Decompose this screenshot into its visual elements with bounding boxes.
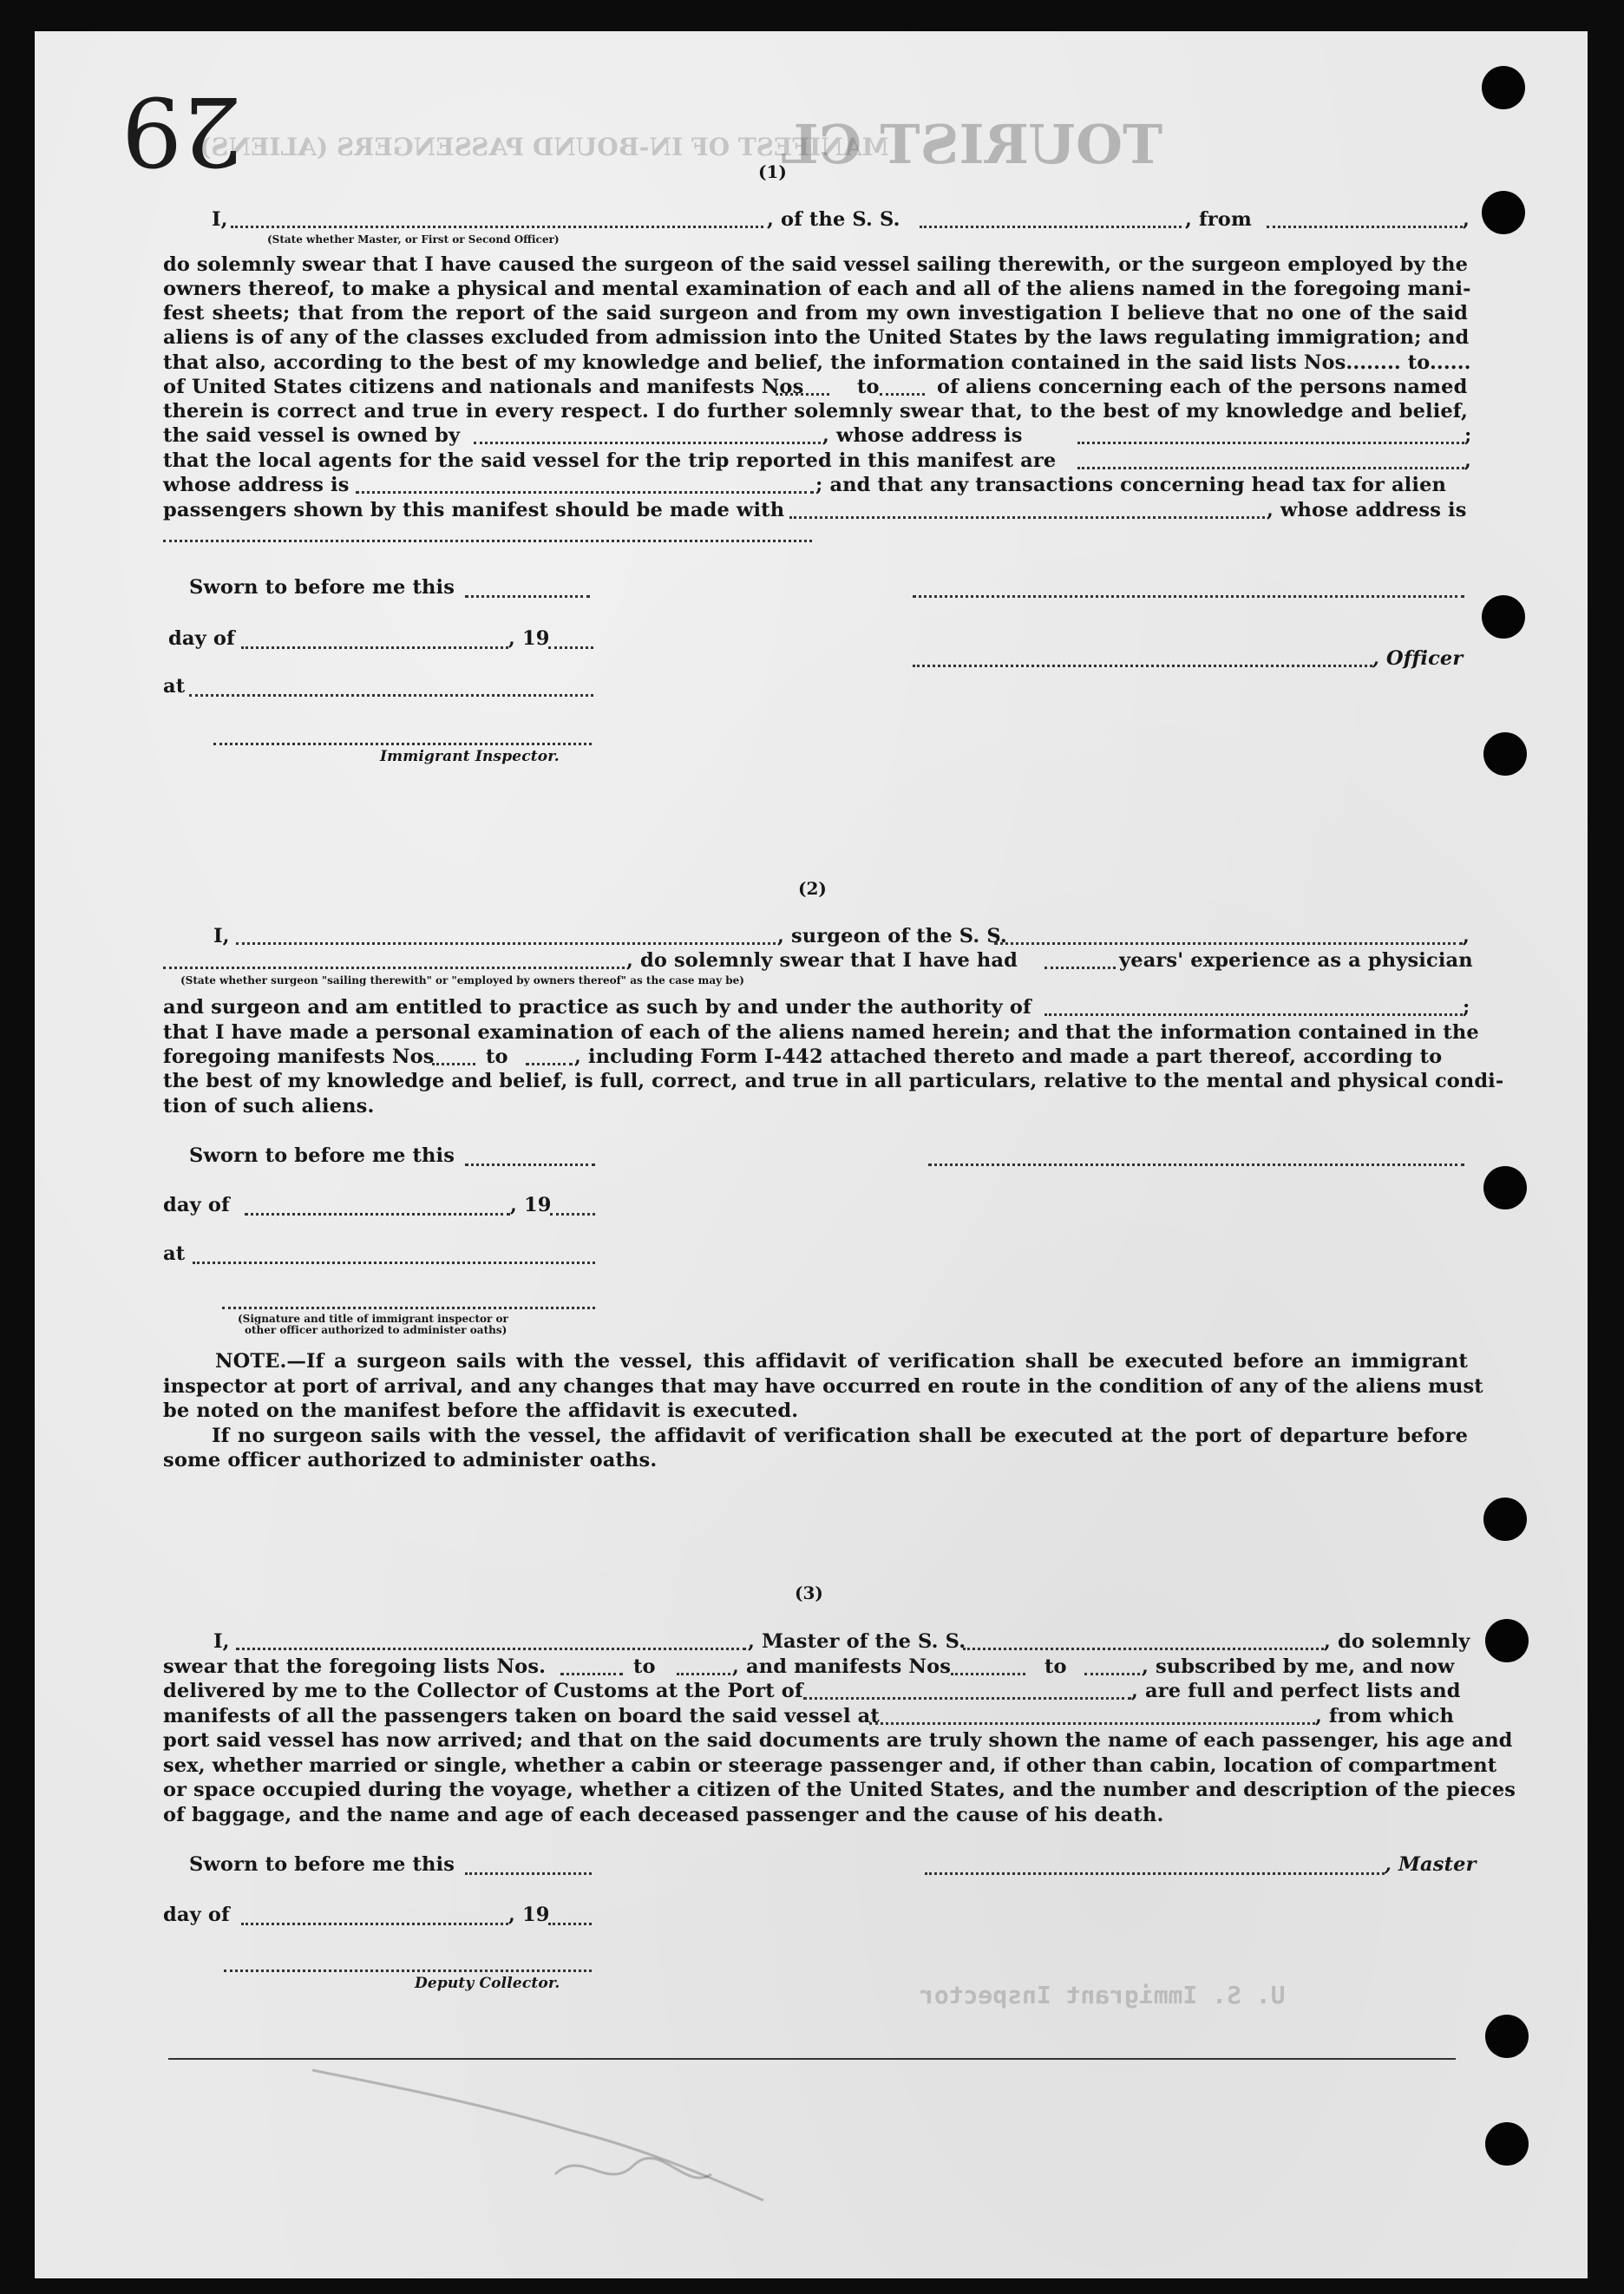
blank-line (163, 540, 812, 542)
signature-line (213, 743, 592, 745)
blank-line (465, 1872, 592, 1875)
blank-line (920, 226, 1182, 228)
text: , whose address is (822, 424, 1023, 447)
text: ; (1464, 424, 1472, 447)
note-line: NOTE.—If a surgeon sails with the vessel, this affidavit of verification shall be executed before an immigrant (215, 1350, 1468, 1373)
caption: (State whether Master, or First or Second Officer) (267, 233, 560, 246)
text-line: therein is correct and true in every respect. I do further solemnly swear that, to the best of my knowledge and belief, (163, 400, 1468, 423)
blank-line (193, 1262, 595, 1264)
text: , from (1185, 208, 1252, 231)
text: , are full and perfect lists and (1131, 1680, 1461, 1702)
text-line: tion of such aliens. (163, 1095, 375, 1118)
text: , whose address is (1267, 499, 1467, 521)
section-number: (3) (795, 1583, 823, 1603)
handwritten-page-number: 29 (121, 75, 243, 187)
sworn-label: Sworn to before me this (189, 576, 455, 599)
text-line: owners thereof, to make a physical and mental examination of each and all of the aliens named in the foregoing mani- (163, 278, 1471, 300)
blank-line (803, 1697, 1131, 1700)
signature-line (222, 1307, 595, 1309)
text: , Master of the S. S. (748, 1630, 966, 1653)
day-label: day of (163, 1194, 230, 1216)
bleed-through-header: TOURIST CL (781, 113, 1163, 176)
at-label: at (163, 1242, 186, 1265)
punch-hole (1482, 66, 1525, 109)
text: , do solemnly swear that I have had (626, 949, 1018, 972)
punch-hole (1482, 595, 1525, 639)
bleed-through-manifest-title: MANIFEST OF IN-BOUND PASSENGERS (ALIENS) (200, 133, 889, 161)
caption: (State whether surgeon "sailing therewith" or "employed by owners thereof" as the case may be) (180, 974, 744, 986)
blank-line (236, 1648, 746, 1650)
blank-line (776, 393, 829, 396)
blank-line (241, 646, 508, 649)
text: I, (213, 1630, 230, 1653)
text: and surgeon and am entitled to practice as such by and under the authority of (163, 996, 1031, 1019)
blank-line (548, 1923, 592, 1925)
note-line: If no surgeon sails with the vessel, the affidavit of verification shall be executed at the port of departure before (212, 1425, 1468, 1447)
blank-line (163, 967, 625, 969)
caption: other officer authorized to administer oaths) (245, 1324, 508, 1336)
blank-line (245, 1213, 510, 1216)
text: delivered by me to the Collector of Customs at the Port of (163, 1680, 803, 1702)
text: , and manifests Nos (732, 1655, 952, 1678)
blank-line (465, 1163, 595, 1166)
blank-line (869, 1722, 1315, 1725)
text: , of the S. S. (767, 208, 900, 231)
officer-label: , Officer (1372, 647, 1464, 670)
text: that the local agents for the said vessel for the trip reported in this manifest are (163, 449, 1057, 472)
text: manifests of all the passengers taken on board the said vessel at (163, 1705, 880, 1727)
blank-line (231, 226, 763, 228)
blank-line (994, 942, 1463, 945)
handwritten-scrawl (295, 2053, 781, 2226)
punch-hole (1482, 191, 1525, 234)
sworn-label: Sworn to before me this (189, 1853, 455, 1876)
blank-line (526, 1063, 573, 1065)
day-label: day of (163, 1904, 230, 1926)
master-label: , Master (1385, 1853, 1477, 1876)
blank-line (963, 1648, 1324, 1650)
day-label: day of (168, 627, 235, 650)
blank-line (880, 393, 925, 396)
text: , do solemnly (1324, 1630, 1470, 1653)
text: ; (1463, 996, 1470, 1019)
blank-line (677, 1673, 730, 1675)
text: years' experience as a physician (1119, 949, 1473, 972)
blank-line (1044, 967, 1116, 969)
text: to (857, 376, 880, 398)
text: the said vessel is owned by (163, 424, 461, 447)
blank-line (356, 491, 814, 494)
signature-line (913, 665, 1372, 667)
text: , (1463, 925, 1470, 947)
year-label: , 19 (510, 1194, 552, 1216)
punch-hole (1483, 732, 1527, 776)
text: swear that the foregoing lists Nos. (163, 1655, 547, 1678)
note-line: inspector at port of arrival, and any changes that may have occurred en route in the condition of any of the aliens must (163, 1375, 1483, 1398)
text: , subscribed by me, and now (1142, 1655, 1455, 1678)
text: , from which (1315, 1705, 1454, 1727)
signature-line (925, 1872, 1385, 1875)
text-line: that I have made a personal examination of each of the aliens named herein; and that the information contained in the (163, 1021, 1479, 1044)
blank-line (474, 442, 821, 444)
caption: (Signature and title of immigrant inspector or (238, 1313, 508, 1325)
document-sheet (35, 31, 1588, 2278)
note-line: be noted on the manifest before the affidavit is executed. (163, 1399, 799, 1422)
blank-line (432, 1063, 475, 1065)
blank-line (548, 646, 593, 649)
sworn-label: Sworn to before me this (189, 1144, 455, 1167)
note-line: some officer authorized to administer oaths. (163, 1449, 658, 1471)
text: of United States citizens and nationals and manifests Nos (163, 376, 804, 398)
text-line: aliens is of any of the classes excluded from admission into the United States by the laws regulating immigration; and (163, 326, 1470, 349)
text: to (1044, 1655, 1067, 1678)
bleed-through-inspector: U. S. Immigrant Inspector (920, 1981, 1286, 2009)
year-label: , 19 (508, 1904, 550, 1926)
text: I, (212, 208, 228, 231)
blank-line (236, 942, 776, 945)
text: , (1464, 449, 1471, 472)
year-label: , 19 (508, 627, 550, 650)
deputy-caption: Deputy Collector. (415, 1975, 560, 1992)
text-line: do solemnly swear that I have caused the surgeon of the said vessel sailing therewith, or the surgeon employed by the (163, 253, 1468, 276)
text: ; and that any transactions concerning head tax for alien (815, 474, 1447, 496)
text: foregoing manifests Nos (163, 1045, 435, 1068)
text-line: port said vessel has now arrived; and that on the said documents are truly shown the name of each passenger, his age and (163, 1729, 1513, 1752)
text: , (1463, 208, 1470, 231)
punch-hole (1485, 2015, 1529, 2058)
text: I, (213, 925, 230, 947)
text: of aliens concerning each of the persons named (937, 376, 1468, 398)
blank-line (550, 1213, 595, 1216)
punch-hole (1485, 1619, 1529, 1662)
blank-line (465, 595, 590, 598)
text: whose address is (163, 474, 350, 496)
section-number: (2) (798, 878, 827, 899)
signature-line (224, 1970, 592, 1972)
inspector-caption: Immigrant Inspector. (380, 748, 560, 765)
blank-line (951, 1673, 1025, 1675)
text-line: that also, according to the best of my knowledge and belief, the information contained in the said lists Nos........ to...... (163, 351, 1471, 374)
signature-line (928, 1163, 1464, 1166)
blank-line (1077, 442, 1464, 444)
punch-hole (1485, 2122, 1529, 2166)
text-line: the best of my knowledge and belief, is full, correct, and true in all particulars, relative to the mental and physical condi- (163, 1070, 1504, 1092)
section-number: (1) (758, 161, 787, 182)
text-line: sex, whether married or single, whether a cabin or steerage passenger and, if other than cabin, location of compartment (163, 1754, 1497, 1777)
text: passengers shown by this manifest should be made with (163, 499, 785, 521)
punch-hole (1483, 1166, 1527, 1209)
blank-line (1077, 467, 1464, 469)
text-line: of baggage, and the name and age of each deceased passenger and the cause of his death. (163, 1804, 1164, 1826)
blank-line (241, 1923, 508, 1925)
blank-line (1267, 226, 1463, 228)
text: to (633, 1655, 656, 1678)
blank-line (1044, 1013, 1463, 1016)
signature-line (913, 595, 1464, 598)
blank-line (1084, 1673, 1140, 1675)
text: , including Form I-442 attached thereto and made a part thereof, according to (574, 1045, 1443, 1068)
blank-line (789, 516, 1265, 519)
blank-line (189, 694, 593, 697)
punch-hole (1483, 1498, 1527, 1541)
text: , surgeon of the S. S. (777, 925, 1007, 947)
text-line: or space occupied during the voyage, whether a citizen of the United States, and the number and description of the pieces (163, 1779, 1516, 1801)
text: to (486, 1045, 508, 1068)
at-label: at (163, 675, 186, 698)
blank-line (560, 1673, 623, 1675)
text-line: fest sheets; that from the report of the said surgeon and from my own investigation I believe that no one of the said (163, 302, 1468, 324)
